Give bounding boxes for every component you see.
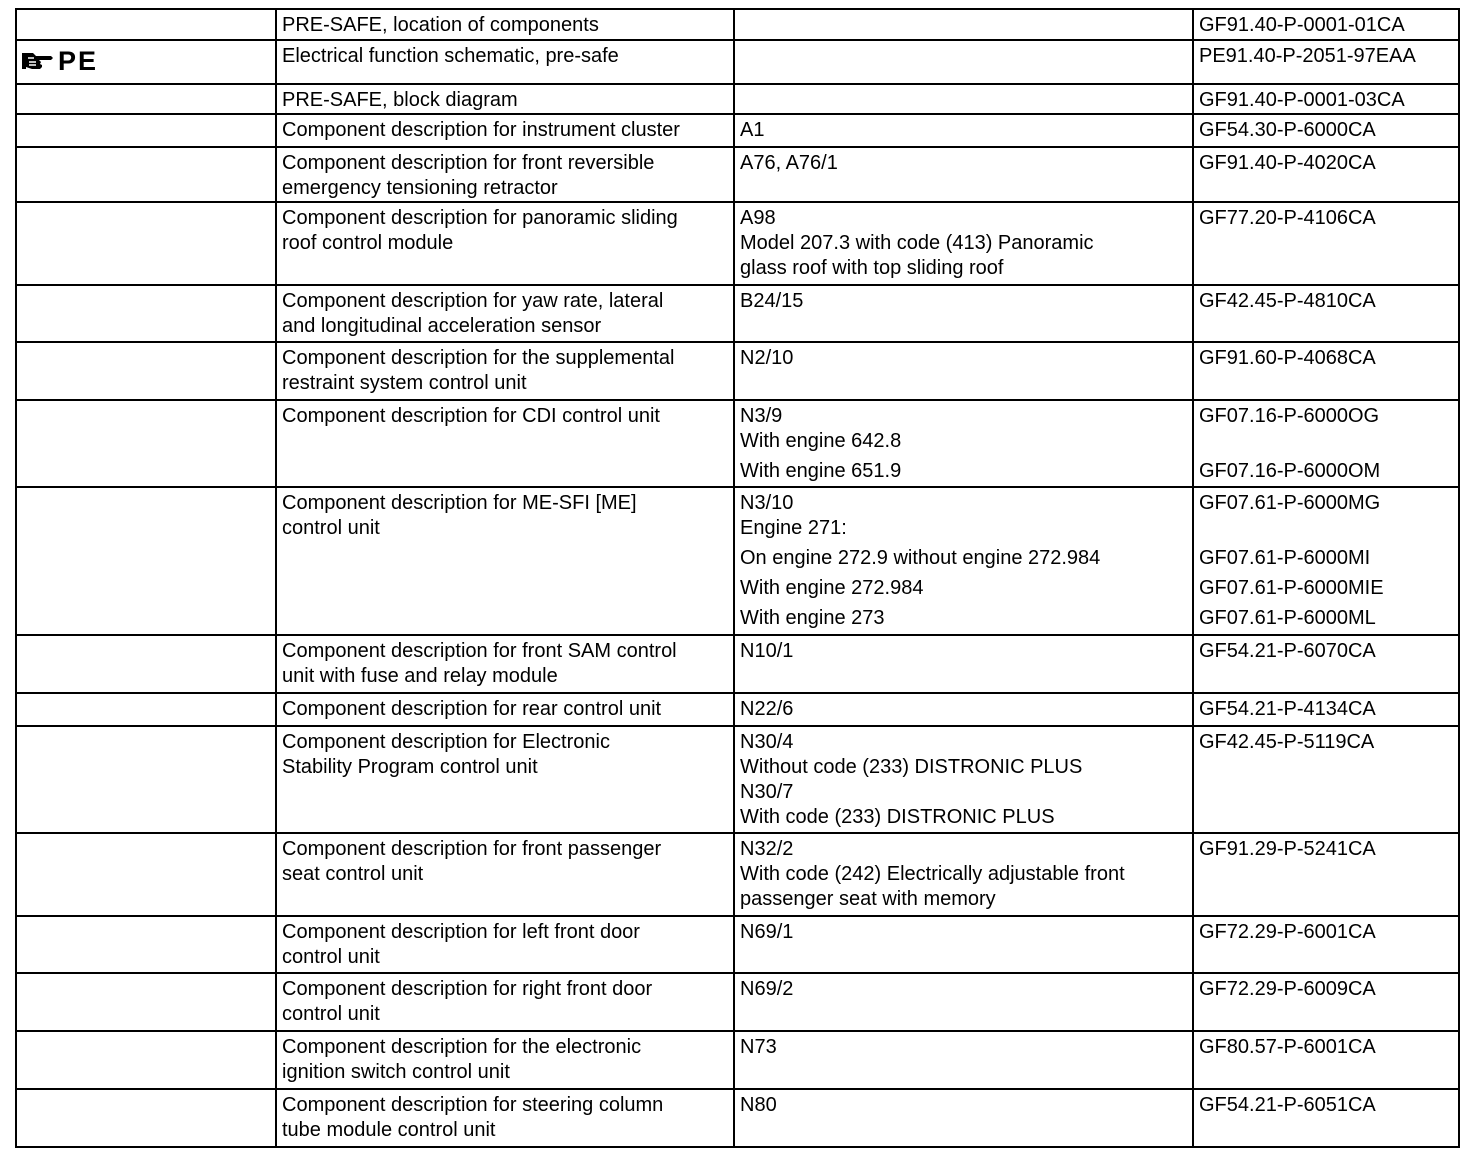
reference-text: With engine 642.8 xyxy=(740,430,902,452)
reference-cell xyxy=(734,726,1193,833)
reference-text: N30/7 xyxy=(740,781,794,803)
document-code-cell xyxy=(1193,973,1459,1031)
document-code-text[interactable]: GF07.61-P-6000ML xyxy=(1199,607,1376,629)
table-row xyxy=(16,916,1459,973)
table-body xyxy=(16,9,1459,1147)
document-code-text[interactable]: GF42.45-P-5119CA xyxy=(1199,731,1375,753)
document-code-text[interactable]: GF91.29-P-5241CA xyxy=(1199,838,1376,860)
table-row xyxy=(16,285,1459,342)
reference-text: With engine 272.984 xyxy=(740,577,924,599)
reference-cell xyxy=(734,833,1193,916)
reference-text: On engine 272.9 without engine 272.984 xyxy=(740,547,1101,569)
reference-text: A76, A76/1 xyxy=(740,152,838,174)
document-code-text[interactable]: GF77.20-P-4106CA xyxy=(1199,207,1376,229)
document-code-text[interactable]: GF54.21-P-6051CA xyxy=(1199,1094,1376,1116)
marker-label: PE xyxy=(58,45,99,76)
description-text: Component description for rear control unit xyxy=(282,698,662,720)
marker-cell xyxy=(16,487,276,635)
description-cell xyxy=(276,916,734,973)
description-cell xyxy=(276,114,734,147)
document-code-cell xyxy=(1193,147,1459,202)
reference-text: With code (233) DISTRONIC PLUS xyxy=(740,806,1055,828)
description-cell xyxy=(276,1031,734,1089)
description-cell xyxy=(276,285,734,342)
table-row xyxy=(16,487,1459,635)
marker-cell xyxy=(16,635,276,693)
marker-cell xyxy=(16,9,276,40)
marker-cell xyxy=(16,202,276,285)
reference-text: N2/10 xyxy=(740,347,794,369)
reference-cell xyxy=(734,916,1193,973)
reference-text: With engine 651.9 xyxy=(740,460,902,482)
description-cell xyxy=(276,9,734,40)
reference-text: N69/1 xyxy=(740,921,794,943)
document-code-text[interactable]: GF54.21-P-4134CA xyxy=(1199,698,1376,720)
description-text: Stability Program control unit xyxy=(282,756,538,778)
document-code-text[interactable]: GF91.60-P-4068CA xyxy=(1199,347,1376,369)
reference-cell xyxy=(734,202,1193,285)
reference-text: B24/15 xyxy=(740,290,804,312)
description-cell xyxy=(276,973,734,1031)
description-text: Component description for yaw rate, lateral xyxy=(282,290,664,312)
description-text: Component description for right front door xyxy=(282,978,653,1000)
table-row xyxy=(16,400,1459,487)
reference-cell xyxy=(734,693,1193,726)
description-text: control unit xyxy=(282,517,380,539)
reference-text: Model 207.3 with code (413) Panoramic xyxy=(740,232,1094,254)
reference-text: N30/4 xyxy=(740,731,794,753)
description-cell xyxy=(276,342,734,400)
marker-cell xyxy=(16,147,276,202)
marker-cell xyxy=(16,40,276,84)
table-row xyxy=(16,9,1459,40)
description-text: Component description for CDI control unit xyxy=(282,405,660,427)
description-text: emergency tensioning retractor xyxy=(282,177,558,199)
document-code-cell xyxy=(1193,84,1459,114)
description-text: control unit xyxy=(282,946,380,968)
description-text: Component description for instrument cluster xyxy=(282,119,680,141)
marker-cell xyxy=(16,726,276,833)
document-code-cell xyxy=(1193,916,1459,973)
reference-text: A98 xyxy=(740,207,776,229)
description-text: Electrical function schematic, pre-safe xyxy=(282,45,619,67)
reference-text: N73 xyxy=(740,1036,777,1058)
description-text: seat control unit xyxy=(282,863,424,885)
description-text: unit with fuse and relay module xyxy=(282,665,558,687)
document-table xyxy=(15,8,1460,1148)
document-code-cell xyxy=(1193,1089,1459,1147)
table-row xyxy=(16,147,1459,202)
description-text: Component description for steering column xyxy=(282,1094,664,1116)
description-text: Component description for left front door xyxy=(282,921,640,943)
reference-cell xyxy=(734,114,1193,147)
description-text: Component description for panoramic sliding xyxy=(282,207,678,229)
description-text: tube module control unit xyxy=(282,1119,496,1141)
reference-cell xyxy=(734,9,1193,40)
table-row xyxy=(16,40,1459,84)
description-text: Component description for the electronic xyxy=(282,1036,642,1058)
document-code-cell xyxy=(1193,487,1459,635)
document-code-text[interactable]: GF91.40-P-4020CA xyxy=(1199,152,1376,174)
reference-text: Without code (233) DISTRONIC PLUS xyxy=(740,756,1083,778)
document-code-text[interactable]: GF54.30-P-6000CA xyxy=(1199,119,1376,141)
marker-cell xyxy=(16,114,276,147)
description-text: restraint system control unit xyxy=(282,372,527,394)
document-code-cell xyxy=(1193,342,1459,400)
reference-text: passenger seat with memory xyxy=(740,888,996,910)
description-text: Component description for front SAM control xyxy=(282,640,677,662)
reference-cell xyxy=(734,147,1193,202)
document-code-text[interactable]: GF91.40-P-0001-03CA xyxy=(1199,89,1405,111)
marker-cell xyxy=(16,342,276,400)
marker-cell xyxy=(16,285,276,342)
reference-text: N3/9 xyxy=(740,405,783,427)
document-code-text[interactable]: GF07.61-P-6000MIE xyxy=(1199,577,1384,599)
document-code-text[interactable]: GF07.16-P-6000OM xyxy=(1199,460,1381,482)
description-cell xyxy=(276,202,734,285)
marker-cell xyxy=(16,400,276,487)
document-code-text[interactable]: GF91.40-P-0001-01CA xyxy=(1199,14,1405,36)
table-row xyxy=(16,202,1459,285)
marker-cell xyxy=(16,84,276,114)
document-code-text[interactable]: GF72.29-P-6009CA xyxy=(1199,978,1376,1000)
table-row xyxy=(16,726,1459,833)
description-cell xyxy=(276,84,734,114)
description-cell xyxy=(276,635,734,693)
document-code-text[interactable]: PE91.40-P-2051-97EAA xyxy=(1199,45,1416,67)
pointing-hand-icon xyxy=(20,50,54,72)
reference-cell xyxy=(734,635,1193,693)
document-code-cell xyxy=(1193,833,1459,916)
description-cell xyxy=(276,726,734,833)
description-cell xyxy=(276,487,734,635)
reference-cell xyxy=(734,40,1193,84)
marker-cell xyxy=(16,1089,276,1147)
table-row xyxy=(16,1089,1459,1147)
document-code-cell xyxy=(1193,726,1459,833)
description-text: Component description for front passenger xyxy=(282,838,662,860)
reference-cell xyxy=(734,487,1193,635)
description-text: PRE-SAFE, location of components xyxy=(282,14,599,36)
document-code-cell xyxy=(1193,635,1459,693)
description-cell xyxy=(276,40,734,84)
marker-cell xyxy=(16,693,276,726)
description-cell xyxy=(276,693,734,726)
table-row xyxy=(16,1031,1459,1089)
reference-cell xyxy=(734,973,1193,1031)
document-code-cell xyxy=(1193,40,1459,84)
marker-cell xyxy=(16,833,276,916)
reference-text: N69/2 xyxy=(740,978,794,1000)
reference-cell xyxy=(734,285,1193,342)
description-text: Component description for Electronic xyxy=(282,731,610,753)
reference-text: N80 xyxy=(740,1094,777,1116)
description-text: and longitudinal acceleration sensor xyxy=(282,315,602,337)
reference-cell xyxy=(734,1031,1193,1089)
reference-text: Engine 271: xyxy=(740,517,847,539)
reference-text: N10/1 xyxy=(740,640,794,662)
description-cell xyxy=(276,833,734,916)
document-code-text[interactable]: GF54.21-P-6070CA xyxy=(1199,640,1376,662)
document-code-cell xyxy=(1193,9,1459,40)
document-code-text[interactable]: GF07.16-P-6000OG xyxy=(1199,405,1380,427)
table-row xyxy=(16,693,1459,726)
description-text: roof control module xyxy=(282,232,454,254)
document-code-text[interactable]: GF07.61-P-6000MG xyxy=(1199,492,1381,514)
description-text: ignition switch control unit xyxy=(282,1061,510,1083)
document-code-text[interactable]: GF07.61-P-6000MI xyxy=(1199,547,1371,569)
table-row xyxy=(16,973,1459,1031)
description-text: Component description for front reversible xyxy=(282,152,655,174)
reference-cell xyxy=(734,1089,1193,1147)
reference-text: With engine 273 xyxy=(740,607,885,629)
document-code-cell xyxy=(1193,693,1459,726)
reference-text: A1 xyxy=(740,119,765,141)
marker-cell xyxy=(16,973,276,1031)
document-code-cell xyxy=(1193,202,1459,285)
description-text: PRE-SAFE, block diagram xyxy=(282,89,518,111)
description-text: Component description for the supplemental xyxy=(282,347,675,369)
reference-cell xyxy=(734,84,1193,114)
reference-text: glass roof with top sliding roof xyxy=(740,257,1004,279)
reference-cell xyxy=(734,400,1193,487)
document-code-cell xyxy=(1193,114,1459,147)
marker-cell xyxy=(16,1031,276,1089)
table-row xyxy=(16,635,1459,693)
description-text: Component description for ME-SFI [ME] xyxy=(282,492,637,514)
document-code-text xyxy=(1199,429,1453,454)
table-row xyxy=(16,114,1459,147)
document-code-text[interactable]: GF42.45-P-4810CA xyxy=(1199,290,1376,312)
reference-text: N22/6 xyxy=(740,698,794,720)
document-code-cell xyxy=(1193,1031,1459,1089)
table-row xyxy=(16,342,1459,400)
marker-cell xyxy=(16,916,276,973)
document-code-text[interactable]: GF72.29-P-6001CA xyxy=(1199,921,1376,943)
document-code-text xyxy=(1199,516,1453,541)
reference-text: With code (242) Electrically adjustable front xyxy=(740,863,1125,885)
reference-text: N32/2 xyxy=(740,838,794,860)
description-cell xyxy=(276,147,734,202)
pe-marker[interactable] xyxy=(22,44,270,78)
description-cell xyxy=(276,1089,734,1147)
document-code-cell xyxy=(1193,285,1459,342)
table-row xyxy=(16,84,1459,114)
document-code-cell xyxy=(1193,400,1459,487)
reference-text: N3/10 xyxy=(740,492,794,514)
reference-cell xyxy=(734,342,1193,400)
description-cell xyxy=(276,400,734,487)
table-row xyxy=(16,833,1459,916)
document-code-text[interactable]: GF80.57-P-6001CA xyxy=(1199,1036,1376,1058)
description-text: control unit xyxy=(282,1003,380,1025)
